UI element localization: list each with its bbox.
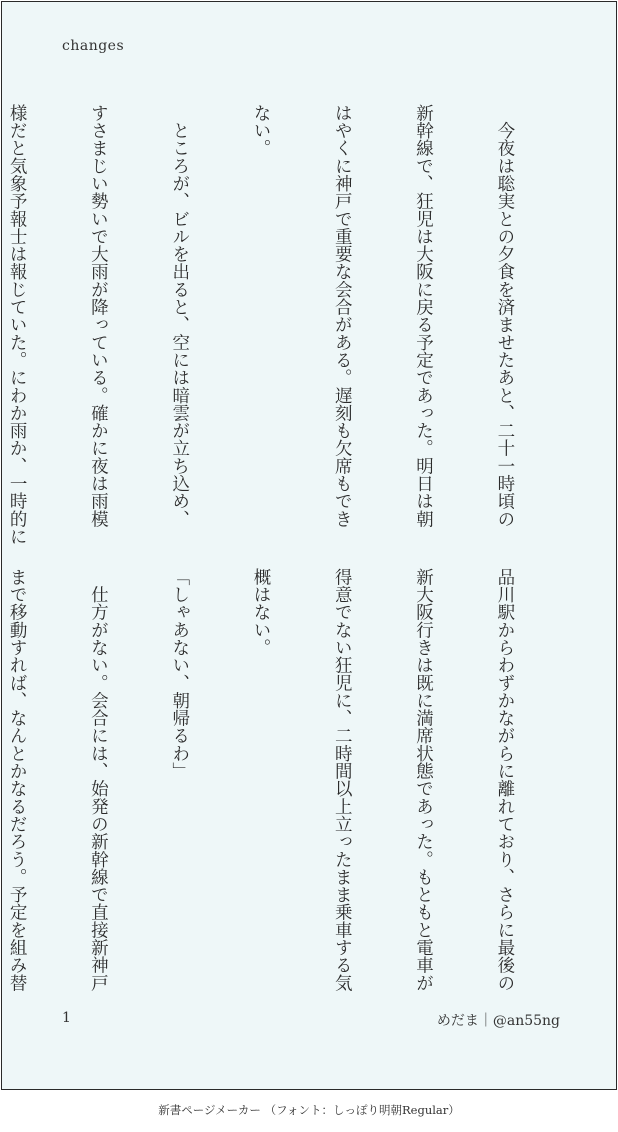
text-line: 仕方がない。会合には、始発の新幹線で直接新神戸 xyxy=(88,568,109,992)
novel-page xyxy=(1,1,617,1090)
text-line: はやくに神戸で重要な会合がある。遅刻も欠席もでき xyxy=(332,104,353,528)
author-credit: めだま｜@an55ng xyxy=(436,1013,560,1029)
text-line: 今夜は聡実との夕食を済ませたあと、二十一時頃の xyxy=(494,104,515,528)
text-line: 得意でない狂児に、二時間以上立ったまま乗車する気 xyxy=(332,568,353,992)
vertical-text-lower xyxy=(7,568,572,992)
text-line: ない。 xyxy=(250,104,271,157)
text-line: 新大阪行きは既に満席状態であった。もともと電車が xyxy=(413,568,434,992)
page-title: changes xyxy=(62,38,125,54)
text-line: 「しゃあない、朝帰るわ」 xyxy=(169,568,190,780)
text-line: 概はない。 xyxy=(250,568,271,657)
text-line: 様だと気象予報士は報じていた。にわか雨か、一時的に xyxy=(7,104,28,546)
generator-caption: 新書ページメーカー （フォント：しっぽり明朝Regular） xyxy=(158,1103,460,1117)
text-line: ところが、ビルを出ると、空には暗雲が立ち込め、 xyxy=(169,104,190,528)
page-number: 1 xyxy=(62,1010,71,1026)
text-line: すさまじい勢いで大雨が降っている。確かに夜は雨模 xyxy=(88,104,109,528)
text-line: まで移動すれば、なんとかなるだろう。予定を組み替 xyxy=(7,568,28,992)
text-line: 品川駅からわずかながらに離れており、さらに最後の xyxy=(494,568,515,992)
text-line: 新幹線で、狂児は大阪に戻る予定であった。明日は朝 xyxy=(413,104,434,528)
vertical-text-upper xyxy=(7,104,572,546)
